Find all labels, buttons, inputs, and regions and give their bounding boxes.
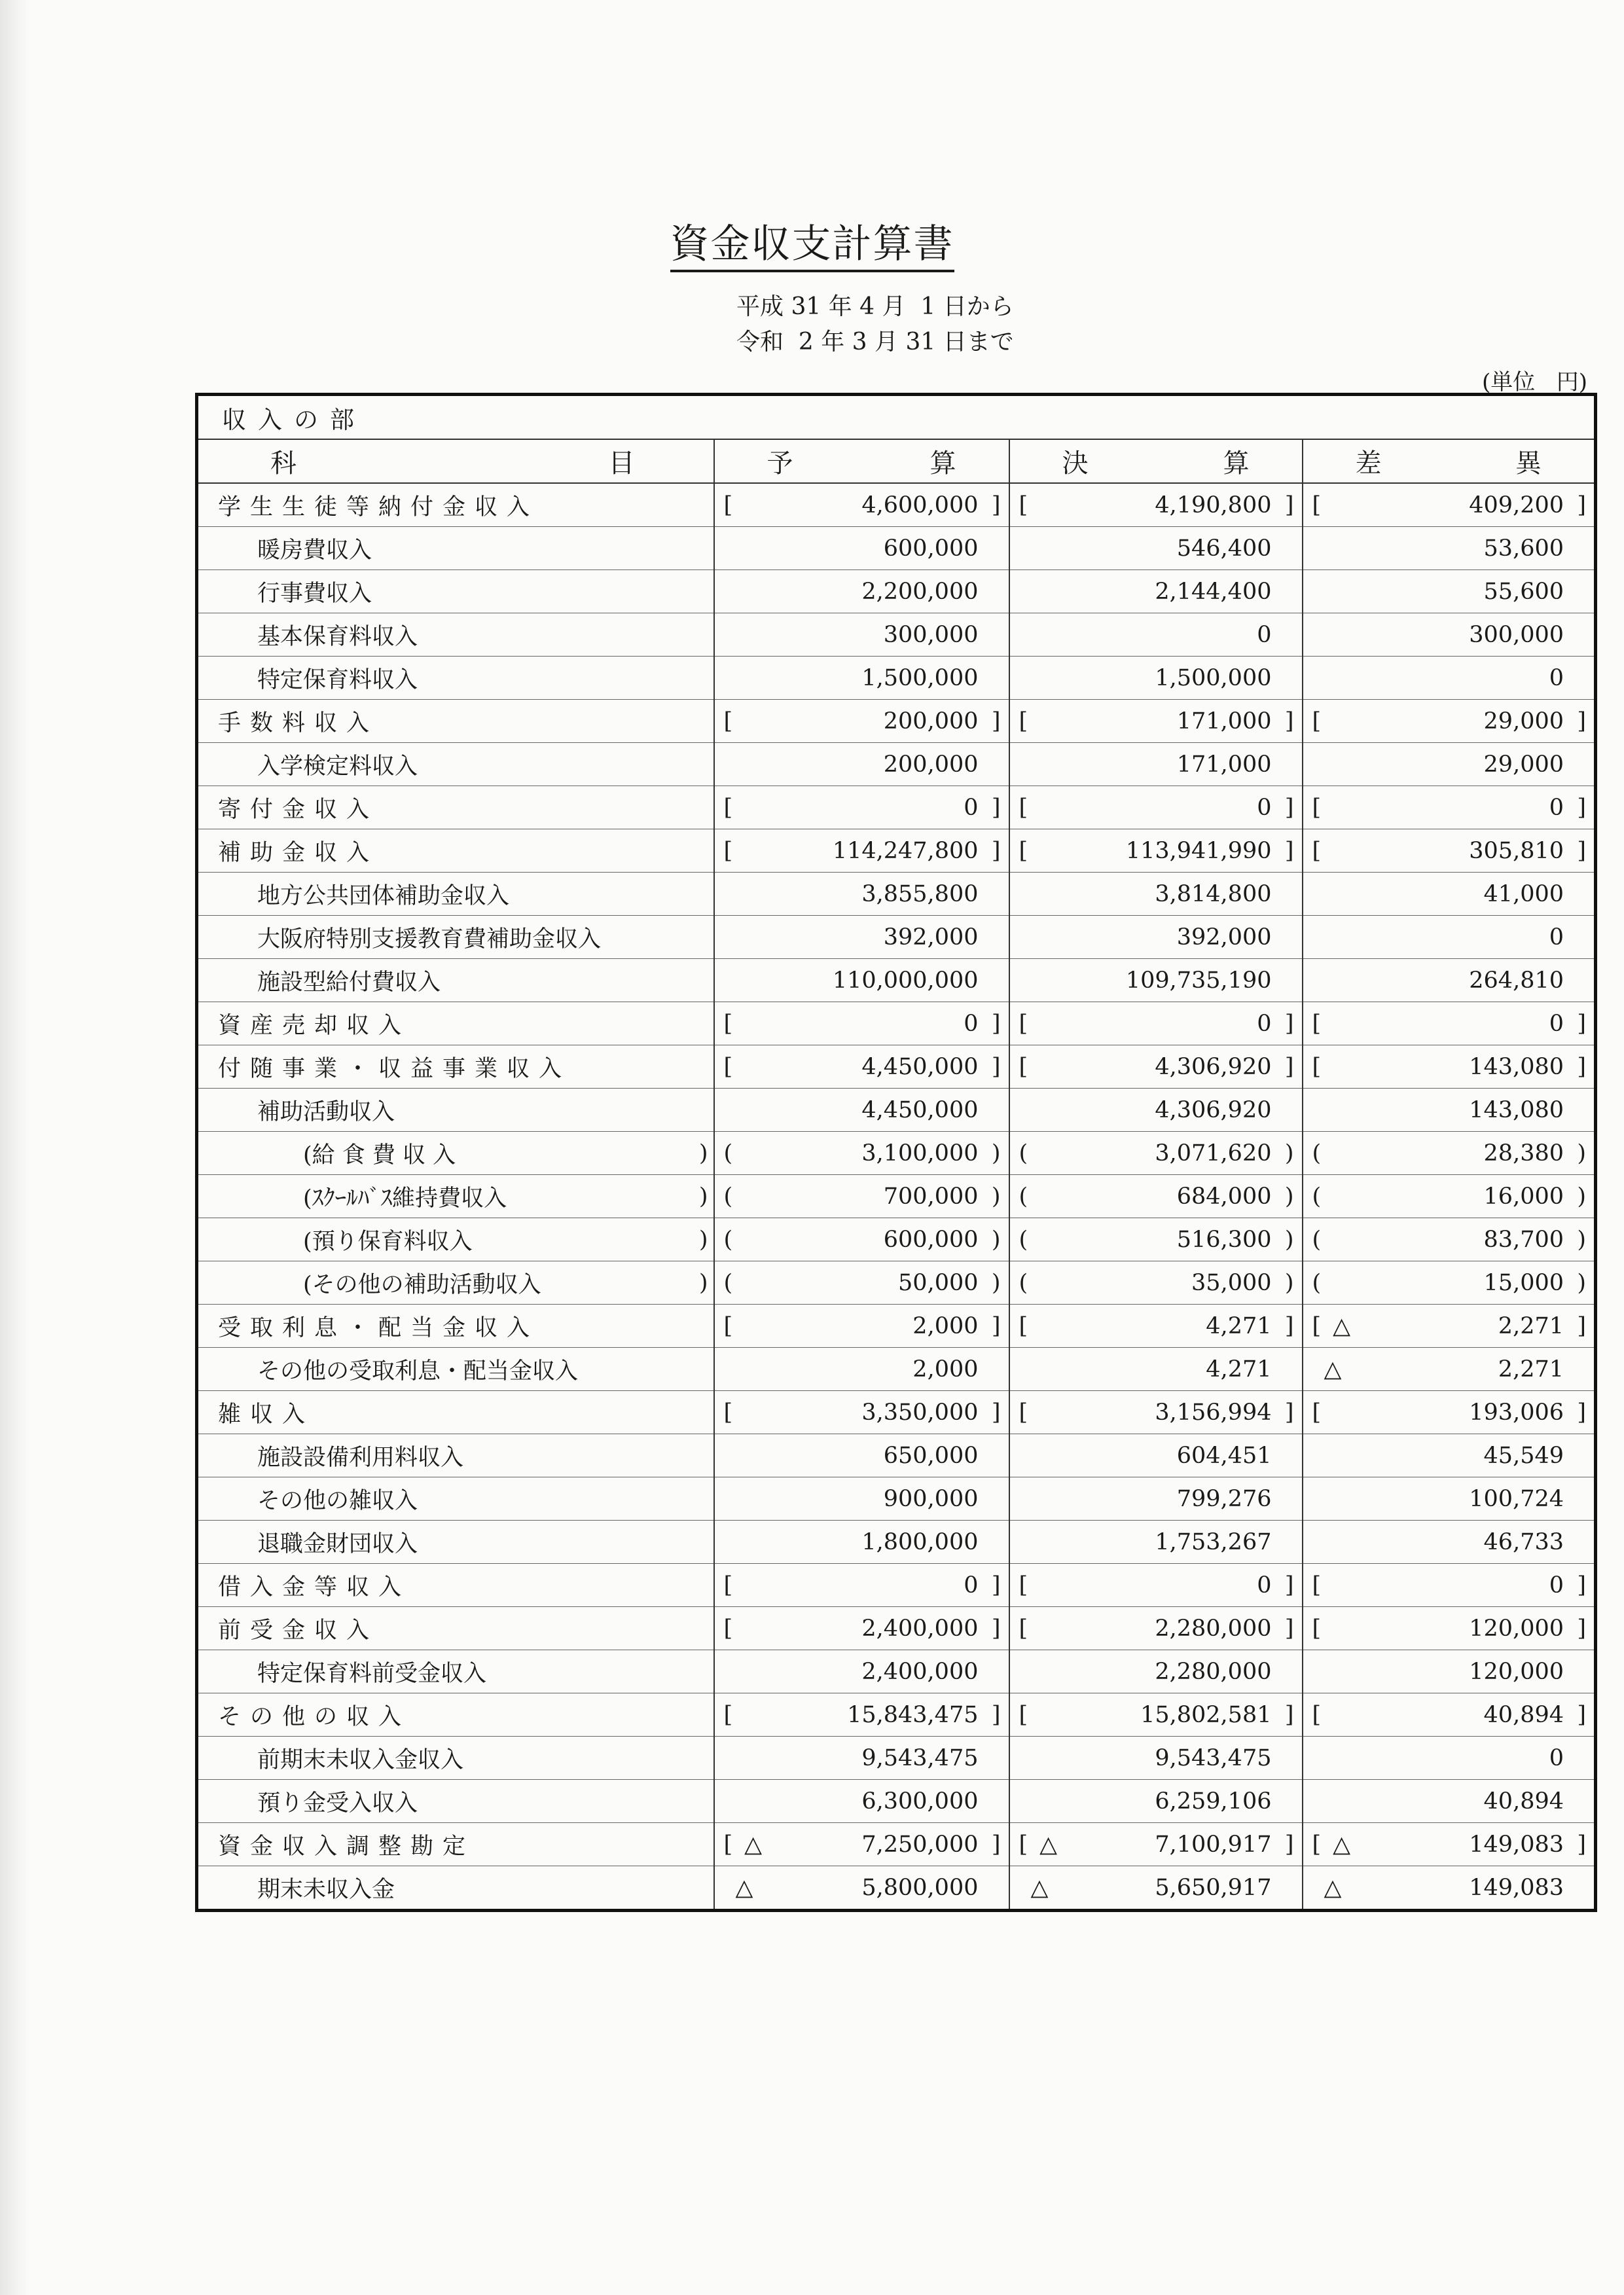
negative-marker: △ bbox=[1039, 1831, 1058, 1858]
table-row bbox=[197, 743, 1596, 786]
row-budget: [ 0 ] bbox=[714, 1002, 1009, 1045]
row-diff: ( 15,000 ) bbox=[1303, 1261, 1596, 1305]
row-actual: 2,280,000 bbox=[1009, 1650, 1303, 1693]
row-diff: ( 16,000 ) bbox=[1303, 1175, 1596, 1218]
row-subject: 預り金受入収入 bbox=[197, 1780, 714, 1823]
row-diff: ( 28,380 ) bbox=[1303, 1132, 1596, 1175]
negative-marker: △ bbox=[1333, 1312, 1351, 1339]
row-actual: 3,814,800 bbox=[1009, 873, 1303, 916]
row-budget: 900,000 bbox=[714, 1477, 1009, 1521]
period-to: 令和 2 年 3 月 31 日まで bbox=[736, 329, 1014, 355]
table-row bbox=[197, 1607, 1596, 1650]
table-row bbox=[197, 1305, 1596, 1348]
table-row bbox=[197, 1521, 1596, 1564]
header-actual: 決 算 bbox=[1009, 439, 1303, 483]
row-subject: (ｽｸｰﾙﾊﾞｽ維持費収入 ) bbox=[197, 1175, 714, 1218]
table-row bbox=[197, 786, 1596, 829]
header-row bbox=[197, 439, 1596, 483]
row-budget: △ 5,800,000 bbox=[714, 1866, 1009, 1911]
table-row bbox=[197, 1780, 1596, 1823]
row-subject: 地方公共団体補助金収入 bbox=[197, 873, 714, 916]
row-budget: [ 2,400,000 ] bbox=[714, 1607, 1009, 1650]
row-budget: [ 114,247,800 ] bbox=[714, 829, 1009, 873]
table-row bbox=[197, 1218, 1596, 1261]
row-budget: 9,543,475 bbox=[714, 1737, 1009, 1780]
row-actual: ( 3,071,620 ) bbox=[1009, 1132, 1303, 1175]
row-actual: △ 5,650,917 bbox=[1009, 1866, 1303, 1911]
row-subject: (給 食 費 収 入 ) bbox=[197, 1132, 714, 1175]
table-row bbox=[197, 483, 1596, 527]
row-subject: 施設型給付費収入 bbox=[197, 959, 714, 1002]
document-title: 資金収支計算書 bbox=[0, 213, 1624, 269]
row-subject: 寄付金収入 bbox=[197, 786, 714, 829]
unit-label: (単位 円) bbox=[1482, 369, 1587, 395]
row-subject: 資金収入調整勘定 bbox=[197, 1823, 714, 1866]
table-row bbox=[197, 1132, 1596, 1175]
row-diff: △ 2,271 bbox=[1303, 1348, 1596, 1391]
negative-marker: △ bbox=[1324, 1874, 1342, 1901]
row-subject: 施設設備利用料収入 bbox=[197, 1434, 714, 1477]
row-subject: 大阪府特別支援教育費補助金収入 bbox=[197, 916, 714, 959]
table-row bbox=[197, 1175, 1596, 1218]
row-diff: 45,549 bbox=[1303, 1434, 1596, 1477]
row-diff: [ 29,000 ] bbox=[1303, 700, 1596, 743]
row-budget: 600,000 bbox=[714, 527, 1009, 570]
row-subject: 入学検定料収入 bbox=[197, 743, 714, 786]
row-subject: 雑収入 bbox=[197, 1391, 714, 1434]
row-actual: 2,144,400 bbox=[1009, 570, 1303, 613]
table-row bbox=[197, 959, 1596, 1002]
row-budget: 1,500,000 bbox=[714, 657, 1009, 700]
row-budget: [ 2,000 ] bbox=[714, 1305, 1009, 1348]
row-diff: 29,000 bbox=[1303, 743, 1596, 786]
table-row bbox=[197, 829, 1596, 873]
row-diff: 53,600 bbox=[1303, 527, 1596, 570]
row-actual: 6,259,106 bbox=[1009, 1780, 1303, 1823]
row-subject: 前受金収入 bbox=[197, 1607, 714, 1650]
table-row bbox=[197, 1045, 1596, 1089]
table-row bbox=[197, 1348, 1596, 1391]
row-actual: 546,400 bbox=[1009, 527, 1303, 570]
row-actual: [ 0 ] bbox=[1009, 1564, 1303, 1607]
table-row bbox=[197, 1002, 1596, 1045]
row-diff: [ 143,080 ] bbox=[1303, 1045, 1596, 1089]
row-actual: 799,276 bbox=[1009, 1477, 1303, 1521]
row-budget: [ 0 ] bbox=[714, 786, 1009, 829]
row-diff: [ 0 ] bbox=[1303, 786, 1596, 829]
row-budget: [ 15,843,475 ] bbox=[714, 1693, 1009, 1737]
row-diff: 55,600 bbox=[1303, 570, 1596, 613]
scan-edge-shadow bbox=[0, 0, 30, 2295]
row-budget: 2,000 bbox=[714, 1348, 1009, 1391]
table-row bbox=[197, 700, 1596, 743]
row-diff: 41,000 bbox=[1303, 873, 1596, 916]
row-diff: △ 149,083 bbox=[1303, 1866, 1596, 1911]
row-subject: その他の雑収入 bbox=[197, 1477, 714, 1521]
row-budget: 392,000 bbox=[714, 916, 1009, 959]
row-diff: [ 409,200 ] bbox=[1303, 483, 1596, 527]
row-subject: その他の受取利息・配当金収入 bbox=[197, 1348, 714, 1391]
row-actual: 1,500,000 bbox=[1009, 657, 1303, 700]
table-row bbox=[197, 1650, 1596, 1693]
row-budget: 3,855,800 bbox=[714, 873, 1009, 916]
row-diff: 40,894 bbox=[1303, 1780, 1596, 1823]
row-budget: [ 200,000 ] bbox=[714, 700, 1009, 743]
row-budget: 2,200,000 bbox=[714, 570, 1009, 613]
row-actual: 1,753,267 bbox=[1009, 1521, 1303, 1564]
row-budget: 300,000 bbox=[714, 613, 1009, 657]
row-actual: 9,543,475 bbox=[1009, 1737, 1303, 1780]
section-label: 収入の部 bbox=[197, 395, 1596, 440]
header-subject: 科 目 bbox=[197, 439, 714, 483]
row-actual: 604,451 bbox=[1009, 1434, 1303, 1477]
row-diff: 300,000 bbox=[1303, 613, 1596, 657]
row-actual: [ 0 ] bbox=[1009, 1002, 1303, 1045]
row-actual: 0 bbox=[1009, 613, 1303, 657]
row-budget: ( 50,000 ) bbox=[714, 1261, 1009, 1305]
row-budget: 6,300,000 bbox=[714, 1780, 1009, 1823]
table-row bbox=[197, 1564, 1596, 1607]
row-budget: 4,450,000 bbox=[714, 1089, 1009, 1132]
row-diff: 0 bbox=[1303, 1737, 1596, 1780]
row-diff: 46,733 bbox=[1303, 1521, 1596, 1564]
row-actual: [ 4,306,920 ] bbox=[1009, 1045, 1303, 1089]
row-subject: 補助金収入 bbox=[197, 829, 714, 873]
negative-marker: △ bbox=[1030, 1874, 1049, 1901]
table-row bbox=[197, 1693, 1596, 1737]
row-diff: [ 305,810 ] bbox=[1303, 829, 1596, 873]
table-row bbox=[197, 1866, 1596, 1911]
negative-marker: △ bbox=[744, 1831, 763, 1858]
row-budget: [ △ 7,250,000 ] bbox=[714, 1823, 1009, 1866]
table-row bbox=[197, 657, 1596, 700]
row-diff: 120,000 bbox=[1303, 1650, 1596, 1693]
header-diff: 差 異 bbox=[1303, 439, 1596, 483]
row-diff: [ △ 149,083 ] bbox=[1303, 1823, 1596, 1866]
row-actual: 4,271 bbox=[1009, 1348, 1303, 1391]
row-diff: ( 83,700 ) bbox=[1303, 1218, 1596, 1261]
row-diff: [ 0 ] bbox=[1303, 1564, 1596, 1607]
row-actual: 109,735,190 bbox=[1009, 959, 1303, 1002]
period-from: 平成 31 年 4 月 1 日から bbox=[736, 293, 1014, 320]
row-budget: 1,800,000 bbox=[714, 1521, 1009, 1564]
row-actual: ( 35,000 ) bbox=[1009, 1261, 1303, 1305]
row-diff: 143,080 bbox=[1303, 1089, 1596, 1132]
row-diff: 264,810 bbox=[1303, 959, 1596, 1002]
table-row bbox=[197, 527, 1596, 570]
row-subject: 特定保育料前受金収入 bbox=[197, 1650, 714, 1693]
row-budget: [ 4,450,000 ] bbox=[714, 1045, 1009, 1089]
table-row bbox=[197, 1089, 1596, 1132]
negative-marker: △ bbox=[1333, 1831, 1351, 1858]
row-subject: 学生生徒等納付金収入 bbox=[197, 483, 714, 527]
table-row bbox=[197, 1477, 1596, 1521]
table-row bbox=[197, 1823, 1596, 1866]
row-budget: [ 4,600,000 ] bbox=[714, 483, 1009, 527]
row-diff: [ 120,000 ] bbox=[1303, 1607, 1596, 1650]
row-actual: [ △ 7,100,917 ] bbox=[1009, 1823, 1303, 1866]
row-actual: 171,000 bbox=[1009, 743, 1303, 786]
negative-marker: △ bbox=[1324, 1356, 1342, 1382]
row-subject: 行事費収入 bbox=[197, 570, 714, 613]
table-row bbox=[197, 613, 1596, 657]
row-subject: 特定保育料収入 bbox=[197, 657, 714, 700]
row-actual: [ 0 ] bbox=[1009, 786, 1303, 829]
row-diff: 0 bbox=[1303, 657, 1596, 700]
row-subject: 暖房費収入 bbox=[197, 527, 714, 570]
row-actual: [ 15,802,581 ] bbox=[1009, 1693, 1303, 1737]
row-budget: 650,000 bbox=[714, 1434, 1009, 1477]
row-diff: [ 193,006 ] bbox=[1303, 1391, 1596, 1434]
row-subject: 借入金等収入 bbox=[197, 1564, 714, 1607]
header-budget: 予 算 bbox=[714, 439, 1009, 483]
row-actual: [ 2,280,000 ] bbox=[1009, 1607, 1303, 1650]
row-budget: [ 3,350,000 ] bbox=[714, 1391, 1009, 1434]
table-row bbox=[197, 873, 1596, 916]
row-subject: 前期末未収入金収入 bbox=[197, 1737, 714, 1780]
row-actual: [ 4,190,800 ] bbox=[1009, 483, 1303, 527]
table-row bbox=[197, 1737, 1596, 1780]
row-budget: ( 3,100,000 ) bbox=[714, 1132, 1009, 1175]
row-budget: ( 700,000 ) bbox=[714, 1175, 1009, 1218]
row-actual: 392,000 bbox=[1009, 916, 1303, 959]
row-subject: 受取利息・配当金収入 bbox=[197, 1305, 714, 1348]
row-subject: 手数料収入 bbox=[197, 700, 714, 743]
row-budget: 2,400,000 bbox=[714, 1650, 1009, 1693]
table-row bbox=[197, 570, 1596, 613]
row-budget: [ 0 ] bbox=[714, 1564, 1009, 1607]
row-subject: その他の収入 bbox=[197, 1693, 714, 1737]
row-actual: [ 171,000 ] bbox=[1009, 700, 1303, 743]
table-row bbox=[197, 1391, 1596, 1434]
row-actual: ( 516,300 ) bbox=[1009, 1218, 1303, 1261]
row-budget: 110,000,000 bbox=[714, 959, 1009, 1002]
row-subject: 付随事業・収益事業収入 bbox=[197, 1045, 714, 1089]
row-subject: 補助活動収入 bbox=[197, 1089, 714, 1132]
table-row bbox=[197, 1261, 1596, 1305]
row-diff: 100,724 bbox=[1303, 1477, 1596, 1521]
row-subject: 退職金財団収入 bbox=[197, 1521, 714, 1564]
negative-marker: △ bbox=[735, 1874, 753, 1901]
row-actual: 4,306,920 bbox=[1009, 1089, 1303, 1132]
row-subject: 期末未収入金 bbox=[197, 1866, 714, 1911]
row-actual: [ 113,941,990 ] bbox=[1009, 829, 1303, 873]
row-actual: [ 4,271 ] bbox=[1009, 1305, 1303, 1348]
row-diff: [ 0 ] bbox=[1303, 1002, 1596, 1045]
section-row bbox=[197, 395, 1596, 440]
row-diff: [ △ 2,271 ] bbox=[1303, 1305, 1596, 1348]
row-budget: ( 600,000 ) bbox=[714, 1218, 1009, 1261]
row-diff: 0 bbox=[1303, 916, 1596, 959]
row-subject: (その他の補助活動収入 ) bbox=[197, 1261, 714, 1305]
row-diff: [ 40,894 ] bbox=[1303, 1693, 1596, 1737]
table-row bbox=[197, 916, 1596, 959]
row-subject: 資産売却収入 bbox=[197, 1002, 714, 1045]
table-row bbox=[197, 1434, 1596, 1477]
row-actual: [ 3,156,994 ] bbox=[1009, 1391, 1303, 1434]
row-subject: (預り保育料収入 ) bbox=[197, 1218, 714, 1261]
income-statement-table bbox=[195, 393, 1597, 1912]
row-actual: ( 684,000 ) bbox=[1009, 1175, 1303, 1218]
row-subject: 基本保育料収入 bbox=[197, 613, 714, 657]
row-budget: 200,000 bbox=[714, 743, 1009, 786]
